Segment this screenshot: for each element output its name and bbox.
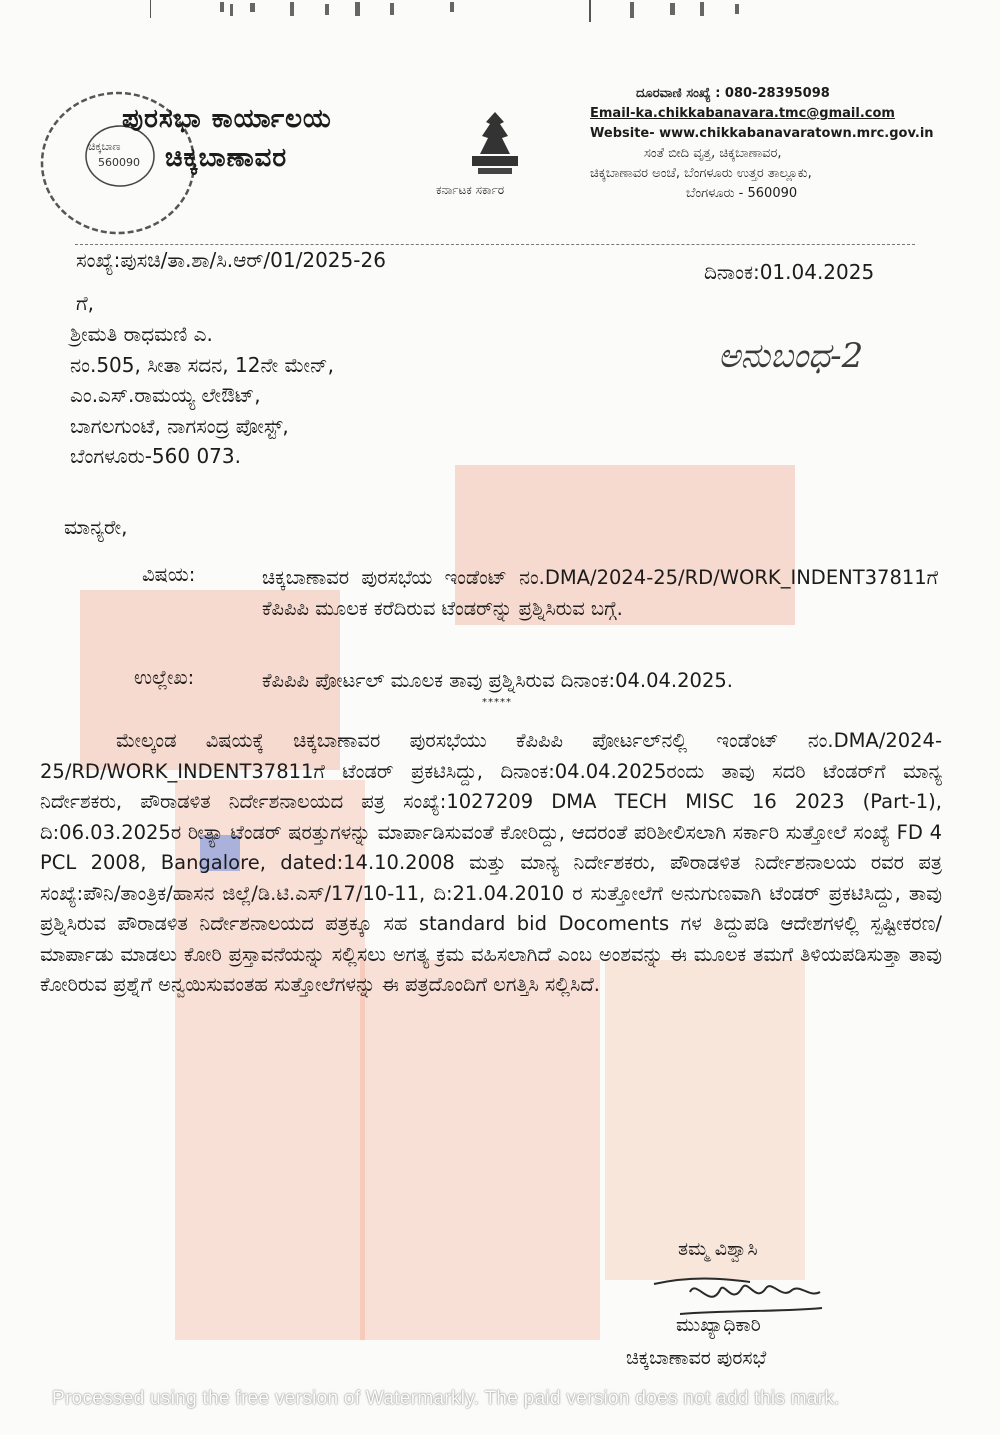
office-address-line1: ಸಂತೆ ಬೀದಿ ವೃತ್ತ, ಚಿಕ್ಕಬಾಣಾವರ, <box>644 146 782 161</box>
seal-text-pin: 560090 <box>98 156 140 169</box>
email-address: Email-ka.chikkabanavara.tmc@gmail.com <box>590 106 895 121</box>
letter-body: ಮೇಲ್ಕಂಡ ವಿಷಯಕ್ಕೆ ಚಿಕ್ಕಬಾಣಾವರ ಪುರಸಭೆಯು ಕೆಪಿಪಿಪಿ ಪೋರ್ಟಲ್‌ನಲ್ಲಿ ಇಂಡೆಂಟ್ ನಂ.DMA/2024-25/RD/WORK_INDENT37811ಗೆ ಟೆಂಡರ್ ಪ್ರಕಟಿಸಿದ್ದು, ದಿನಾಂಕ:04.04.2025ರಂದು ತಾವು ಸದರಿ ಟೆಂಡರ್‌ಗೆ ಮಾನ್ಯ ನಿರ್ದೇಶಕರು, ಪೌರಾಡಳಿತ ನಿರ್ದೇಶನಾಲಯದ ಪತ್ರ ಸಂಖ್ಯೆ:1027209 DMA TECH MISC 16 2023 (Part-1), ದಿ:06.03.2025ರ ರೀತ್ಯಾ ಟೆಂಡರ್ ಷರತ್ತುಗಳನ್ನು ಮಾರ್ಪಾಡಿಸುವಂತೆ ಕೋರಿದ್ದು, ಆದರಂತೆ ಪರಿಶೀಲಿಸಲಾಗಿ ಸರ್ಕಾರಿ ಸುತ್ತೋಲೆ ಸಂಖ್ಯೆ FD 4 PCL 2008, Bangalore, dated:14.10.2008 ಮತ್ತು ಮಾನ್ಯ ನಿರ್ದೇಶಕರು, ಪೌರಾಡಳಿತ ನಿರ್ದೇಶನಾಲಯ ರವರ ಪತ್ರ ಸಂಖ್ಯೆ:ಪೌನಿ/ತಾಂತ್ರಿಕ/ಹಾಸನ ಜಿಲ್ಲೆ/ಡಿ.ಟಿ.ಎಸ್/17/10-11, ದಿ:21.04.2010 ರ ಸುತ್ತೋಲೆಗೆ ಅನುಗುಣವಾಗಿ ಟೆಂಡರ್ ಪ್ರಕಟಿಸಿದ್ದು, ತಾವು ಪ್ರಶ್ನಿಸಿರುವ ಪೌರಾಡಳಿತ ನಿರ್ದೇಶನಾಲಯದ ಪತ್ರಕ್ಕೂ ಸಹ standard bid Docoments ಗಳ ತಿದ್ದುಪಡಿ ಆದೇಶಗಳಲ್ಲಿ ಸ್ಪಷ್ಟೀಕರಣ/ಮಾರ್ಪಾಡು ಮಾಡಲು ಕೋರಿ ಪ್ರಸ್ತಾವನೆಯನ್ನು ಸಲ್ಲಿಸಲು ಅಗತ್ಯ ಕ್ರಮ ವಹಿಸಲಾಗಿದೆ ಎಂಬ ಅಂಶವನ್ನು ಈ ಮೂಲಕ ತಮಗೆ ತಿಳಿಯಪಡಿಸುತ್ತಾ ತಾವು ಕೋರಿರುವ ಪ್ರಶ್ನೆಗೆ ಅನ್ವಯಿಸುವಂತಹ ಸುತ್ತೋಲೆಗಳನ್ನು ಈ ಪತ್ರದೊಂದಿಗೆ ಲಗತ್ತಿಸಿ ಸಲ್ಲಿಸಿದೆ. <box>40 729 942 996</box>
org-name-line2: ಚಿಕ್ಕಬಾಣಾವರ <box>165 143 288 173</box>
subject-text: ಚಿಕ್ಕಬಾಣಾವರ ಪುರಸಭೆಯ ಇಂಡೆಂಟ್ ನಂ.DMA/2024-25/RD/WORK_INDENT37811ಗೆ ಕೆಪಿಪಿಪಿ ಮೂಲಕ ಕರೆದಿರುವ ಟೆಂಡರ್‌ನ್ನು ಪ್ರಶ್ನಿಸಿರುವ ಬಗ್ಗೆ. <box>262 566 938 620</box>
background-watermark-shape <box>605 960 805 1280</box>
org-name-line1: ಪುರಸಭಾ ಕಾರ್ಯಾಲಯ <box>122 104 332 134</box>
recipient-line: ಬೆಂಗಳೂರು-560 073. <box>70 444 241 468</box>
phone-number: ದೂರವಾಣಿ ಸಂಖ್ಯೆ : 080-28395098 <box>636 86 830 101</box>
reference-label: ಉಲ್ಲೇಖ: <box>134 666 195 689</box>
website-address: Website- www.chikkabanavaratown.mrc.gov.in <box>590 126 934 141</box>
top-edge-marks <box>150 0 750 26</box>
letter-date: ದಿನಾಂಕ:01.04.2025 <box>704 260 875 284</box>
recipient-line: ಬಾಗಲಗುಂಟೆ, ನಾಗಸಂದ್ರ ಪೋಸ್ಟ್, <box>70 413 289 438</box>
contact-block <box>590 84 940 204</box>
closing-yours: ತಮ್ಮ ವಿಶ್ವಾಸಿ <box>678 1238 758 1260</box>
signatory-office: ಚಿಕ್ಕಬಾಣಾವರ ಪುರಸಭೆ <box>626 1347 767 1369</box>
office-address-line3: ಬೆಂಗಳೂರು - 560090 <box>686 186 798 201</box>
emblem-caption: ಕರ್ನಾಟಕ ಸರ್ಕಾರ <box>436 183 505 197</box>
separator-stars: ***** <box>482 697 512 708</box>
background-watermark-shape <box>360 960 600 1340</box>
salutation: ಮಾನ್ಯರೇ, <box>64 515 128 539</box>
header-divider <box>75 244 915 245</box>
state-emblem-icon <box>460 108 530 178</box>
subject-label: ವಿಷಯ: <box>142 563 196 586</box>
recipient-line: ನಂ.505, ಸೀತಾ ಸದನ, 12ನೇ ಮೇನ್, <box>70 352 335 377</box>
office-address-line2: ಚಿಕ್ಕಬಾಣಾವರ ಅಂಚೆ, ಬೆಂಗಳೂರು ಉತ್ತರ ತಾಲ್ಲೂಕು, <box>590 166 812 181</box>
signatory-designation: ಮುಖ್ಯಾಧಿಕಾರಿ <box>676 1314 761 1336</box>
recipient-line: ಎಂ.ಎಸ್.ರಾಮಯ್ಯ ಲೇಔಟ್, <box>70 383 261 407</box>
recipient-address <box>70 319 334 472</box>
annexure-note-handwritten: ಅನುಬಂಧ-2 <box>718 336 864 376</box>
reference-number: ಸಂಖ್ಯೆ:ಪುಸಚಿ/ತಾ.ಶಾ/ಸಿ.ಆರ್/01/2025-26 <box>76 248 386 272</box>
recipient-to: ಗೆ, <box>76 291 94 315</box>
reference-text: ಕೆಪಿಪಿಪಿ ಪೋರ್ಟಲ್ ಮೂಲಕ ತಾವು ಪ್ರಶ್ನಿಸಿರುವ ದಿನಾಂಕ:04.04.2025. <box>262 669 733 692</box>
watermark-notice: Processed using the free version of Watermarkly. The paid version does not add this mark. <box>52 1388 840 1409</box>
seal-text-top: ಚಿಕ್ಕಬಾಣ <box>88 140 121 153</box>
recipient-line: ಶ್ರೀಮತಿ ರಾಧಮಣಿ ಎ. <box>70 322 213 346</box>
